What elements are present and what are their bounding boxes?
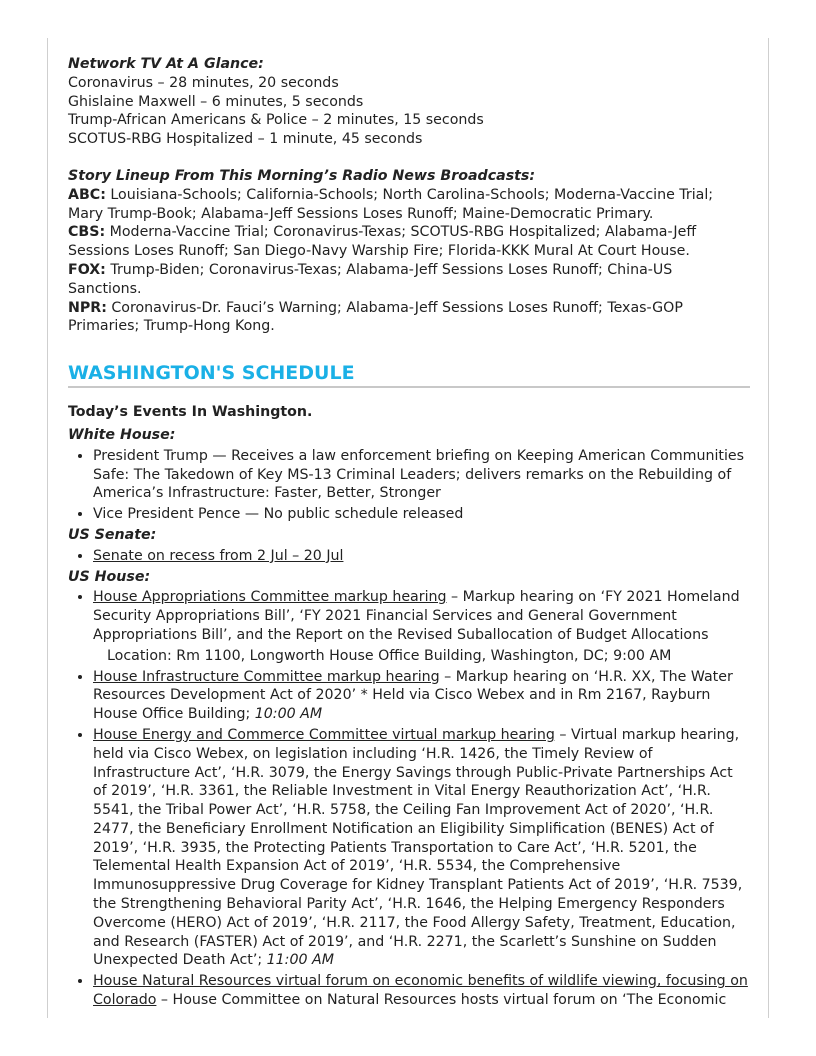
network-name: CBS: (68, 224, 106, 241)
network-stories: Trump-Biden; Coronavirus-Texas; Alabama-Jeff Sessions Loses Runoff; China-US Sanctions. (68, 261, 673, 297)
house-heading: US House: (68, 568, 151, 585)
list-item (93, 726, 750, 970)
house-title: US House (68, 568, 145, 585)
white-house-list (68, 447, 750, 524)
lineup-fox (68, 261, 750, 299)
network-name: ABC: (68, 186, 106, 203)
list-item (93, 588, 750, 665)
list-item: • President Trump — Receives a law enforcement briefing on Keeping American Communities Safe: The Takedown of Key MS-13 Criminal Leaders; delivers remarks on the Rebuilding of America’s Infrastructure: Faster, Better, Stronger (93, 447, 750, 503)
white-house-heading: White House: (68, 426, 176, 443)
event-description: – House Committee on Natural Resources hosts virtual forum on ‘The Economic (156, 992, 727, 1009)
list-item (93, 972, 750, 1010)
senate-title: US Senate (68, 526, 151, 543)
lineup-cbs (68, 223, 750, 261)
white-house-title: White House (68, 426, 170, 443)
glance-item: Trump-African Americans & Police – 2 minutes, 15 seconds (68, 112, 484, 129)
glance-item: Ghislaine Maxwell – 6 minutes, 5 seconds (68, 93, 364, 110)
network-stories: Coronavirus-Dr. Fauci’s Warning; Alabama-Jeff Sessions Loses Runoff; Texas-GOP Primaries; Trump-Hong Kong. (68, 299, 683, 335)
network-name: NPR: (68, 299, 107, 316)
radio-story-lineup (68, 167, 750, 336)
glance-item: Coronavirus – 28 minutes, 20 seconds (68, 74, 339, 91)
glance-title: Network TV At A Glance: (68, 56, 264, 72)
natural-resources-forum-link[interactable]: House Natural Resources virtual forum on economic benefits of wildlife viewing, focusing on Colorado (93, 973, 748, 1009)
senate-list (68, 547, 750, 566)
lineup-title: Story Lineup From This Morning’s Radio News Broadcasts: (68, 167, 536, 184)
events-title: Today’s Events In Washington. (68, 404, 313, 421)
event-time: 11:00 AM (266, 952, 334, 969)
list-item (93, 547, 750, 566)
glance-item: SCOTUS-RBG Hospitalized – 1 minute, 45 seconds (68, 131, 423, 148)
right-border (768, 38, 769, 1018)
network-stories: Moderna-Vaccine Trial; Coronavirus-Texas; SCOTUS-RBG Hospitalized; Alabama-Jeff Sessions Loses Runoff; San Diego-Navy Warship Fire; Florida-KKK Mural At Court House. (68, 224, 697, 260)
event-description: – Virtual markup hearing, held via Cisco Webex, on legislation including ‘H.R. 1426, the Timely Review of Infrastructure Act’, ‘H.R. 3079, the Energy Savings through Public-Private Partnerships Act of 2019’, ‘H.R. 3361, the Reliable Investment in Vital Energy Reauthorization Act’, ‘H.R. 5541, the Tribal Power Act’, ‘H.R. 5758, the Ceiling Fan Improvement Act of 2020’, ‘H.R. 2477, the Beneficiary Enrollment Notification an Eligibility Simplification (BENES) Act of 2019’, ‘H.R. 3935, the Protecting Patients Transportation to Care Act’, ‘H.R. 5201, the Telemental Health Expansion Act of 2019’, ‘H.R. 5534, the Comprehensive Immunosuppressive Drug Coverage for Kidney Transplant Patients Act of 2019’, ‘H.R. 7539, the Strengthening Behavioral Parity Act’, ‘H.R. 1646, the Helping Emergency Responders Overcome (HERO) Act of 2019’, ‘H.R. 2117, the Food Allergy Safety, Treatment, Education, and Research (FASTER) Act of 2019’, and ‘H.R. 2271, the Scarlett’s Sunshine on Sudden Unexpected Death Act’; (93, 726, 743, 969)
network-name: FOX: (68, 261, 106, 278)
event-time: 10:00 AM (254, 706, 323, 723)
appropriations-hearing-link[interactable]: House Appropriations Committee markup hearing (93, 589, 447, 606)
section-title: WASHINGTON'S SCHEDULE (68, 361, 750, 388)
network-stories: Louisiana-Schools; California-Schools; North Carolina-Schools; Moderna-Vaccine Trial; Mary Trump-Book; Alabama-Jeff Sessions Loses Runoff; Maine-Democratic Primary. (68, 186, 714, 222)
list-item: • Vice President Pence — No public schedule released (93, 505, 750, 524)
house-list (68, 588, 750, 1010)
lineup-abc (68, 186, 750, 224)
lineup-npr (68, 299, 750, 337)
list-item (93, 668, 750, 724)
senate-recess-link[interactable]: Senate on recess from 2 Jul – 20 Jul (93, 547, 344, 564)
event-location: Location: Rm 1100, Longworth House Office Building, Washington, DC; 9:00 AM (107, 647, 672, 664)
energy-commerce-hearing-link[interactable]: House Energy and Commerce Committee virtual markup hearing (93, 726, 555, 743)
event-description: – Markup hearing on ‘FY 2021 Homeland Security Appropriations Bill’, ‘FY 2021 Financial Services and General Government Appropriations Bill’, and the Report on the Revised Suballocation of Budget Allocations (93, 589, 740, 643)
network-tv-glance (68, 55, 750, 149)
event-description: – Markup hearing on ‘H.R. XX, The Water Resources Development Act of 2020’ * Held via Cisco Webex and in Rm 2167, Rayburn House Office Building; (93, 668, 733, 723)
senate-heading: US Senate: (68, 526, 157, 543)
left-border (47, 38, 48, 1018)
content (68, 55, 750, 1012)
infrastructure-hearing-link[interactable]: House Infrastructure Committee markup hearing (93, 668, 440, 685)
